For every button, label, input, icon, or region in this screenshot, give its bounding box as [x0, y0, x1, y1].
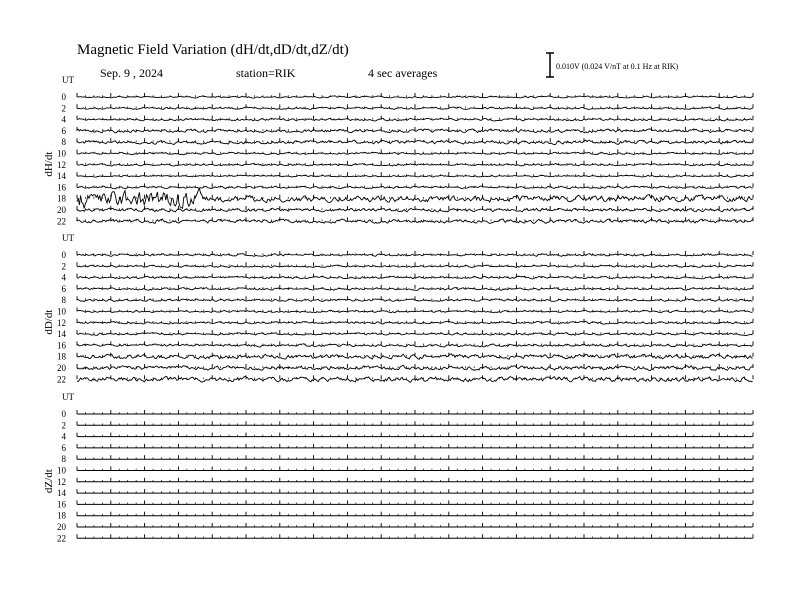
- row-hour-label: 0: [61, 250, 66, 260]
- row-hour-label: 22: [57, 216, 66, 227]
- chart-title: Magnetic Field Variation (dH/dt,dD/dt,dZ/dt): [77, 42, 349, 58]
- scale-bar-label: 0.010V (0.024 V/nT at 0.1 Hz at RIK): [556, 62, 679, 71]
- panels-group: [43, 75, 753, 543]
- panel-dZ-dt: [43, 392, 753, 543]
- row-hour-label: 14: [57, 329, 66, 340]
- row-hour-label: 4: [61, 114, 66, 125]
- row-hour-label: 0: [61, 409, 66, 419]
- row-hour-label: 14: [57, 171, 66, 182]
- row-hour-label: 6: [61, 442, 66, 453]
- panel-dH-dt: [43, 75, 753, 226]
- station-label: station=RIK: [236, 66, 296, 80]
- row-hour-label: 12: [57, 317, 66, 328]
- row-hour-label: 18: [57, 351, 66, 362]
- panel-ylabel: dD/dt: [43, 309, 55, 335]
- row-hour-label: 8: [61, 137, 66, 148]
- row-hour-label: 12: [57, 159, 66, 170]
- row-hour-label: 10: [57, 306, 66, 317]
- ut-axis-label: UT: [62, 392, 74, 402]
- row-hour-label: 18: [57, 193, 66, 204]
- row-hour-label: 22: [57, 533, 66, 544]
- ut-axis-label: UT: [62, 233, 74, 243]
- row-hour-label: 18: [57, 510, 66, 521]
- panel-dD-dt: [43, 233, 753, 384]
- row-hour-label: 12: [57, 476, 66, 487]
- date-label: Sep. 9 , 2024: [100, 66, 163, 80]
- row-hour-label: 8: [61, 454, 66, 465]
- row-hour-label: 10: [57, 148, 66, 159]
- row-hour-label: 22: [57, 374, 66, 385]
- row-hour-label: 2: [61, 261, 66, 272]
- ut-axis-label: UT: [62, 75, 74, 85]
- row-hour-label: 16: [57, 340, 66, 351]
- row-hour-label: 2: [61, 420, 66, 431]
- averaging-label: 4 sec averages: [368, 66, 438, 80]
- row-hour-label: 14: [57, 488, 66, 499]
- row-hour-label: 0: [61, 92, 66, 102]
- scale-bar: [546, 53, 679, 77]
- row-hour-label: 16: [57, 182, 66, 193]
- row-hour-label: 2: [61, 103, 66, 114]
- row-hour-label: 8: [61, 295, 66, 306]
- row-hour-label: 20: [57, 522, 66, 532]
- row-hour-label: 6: [61, 125, 66, 136]
- row-hour-label: 6: [61, 283, 66, 294]
- row-hour-label: 20: [57, 363, 66, 373]
- row-hour-label: 16: [57, 499, 66, 510]
- row-hour-label: 4: [61, 272, 66, 283]
- panel-ylabel: dZ/dt: [43, 469, 55, 494]
- row-hour-label: 10: [57, 465, 66, 476]
- row-hour-label: 20: [57, 205, 66, 215]
- row-hour-label: 4: [61, 431, 66, 442]
- panel-ylabel: dH/dt: [43, 151, 55, 177]
